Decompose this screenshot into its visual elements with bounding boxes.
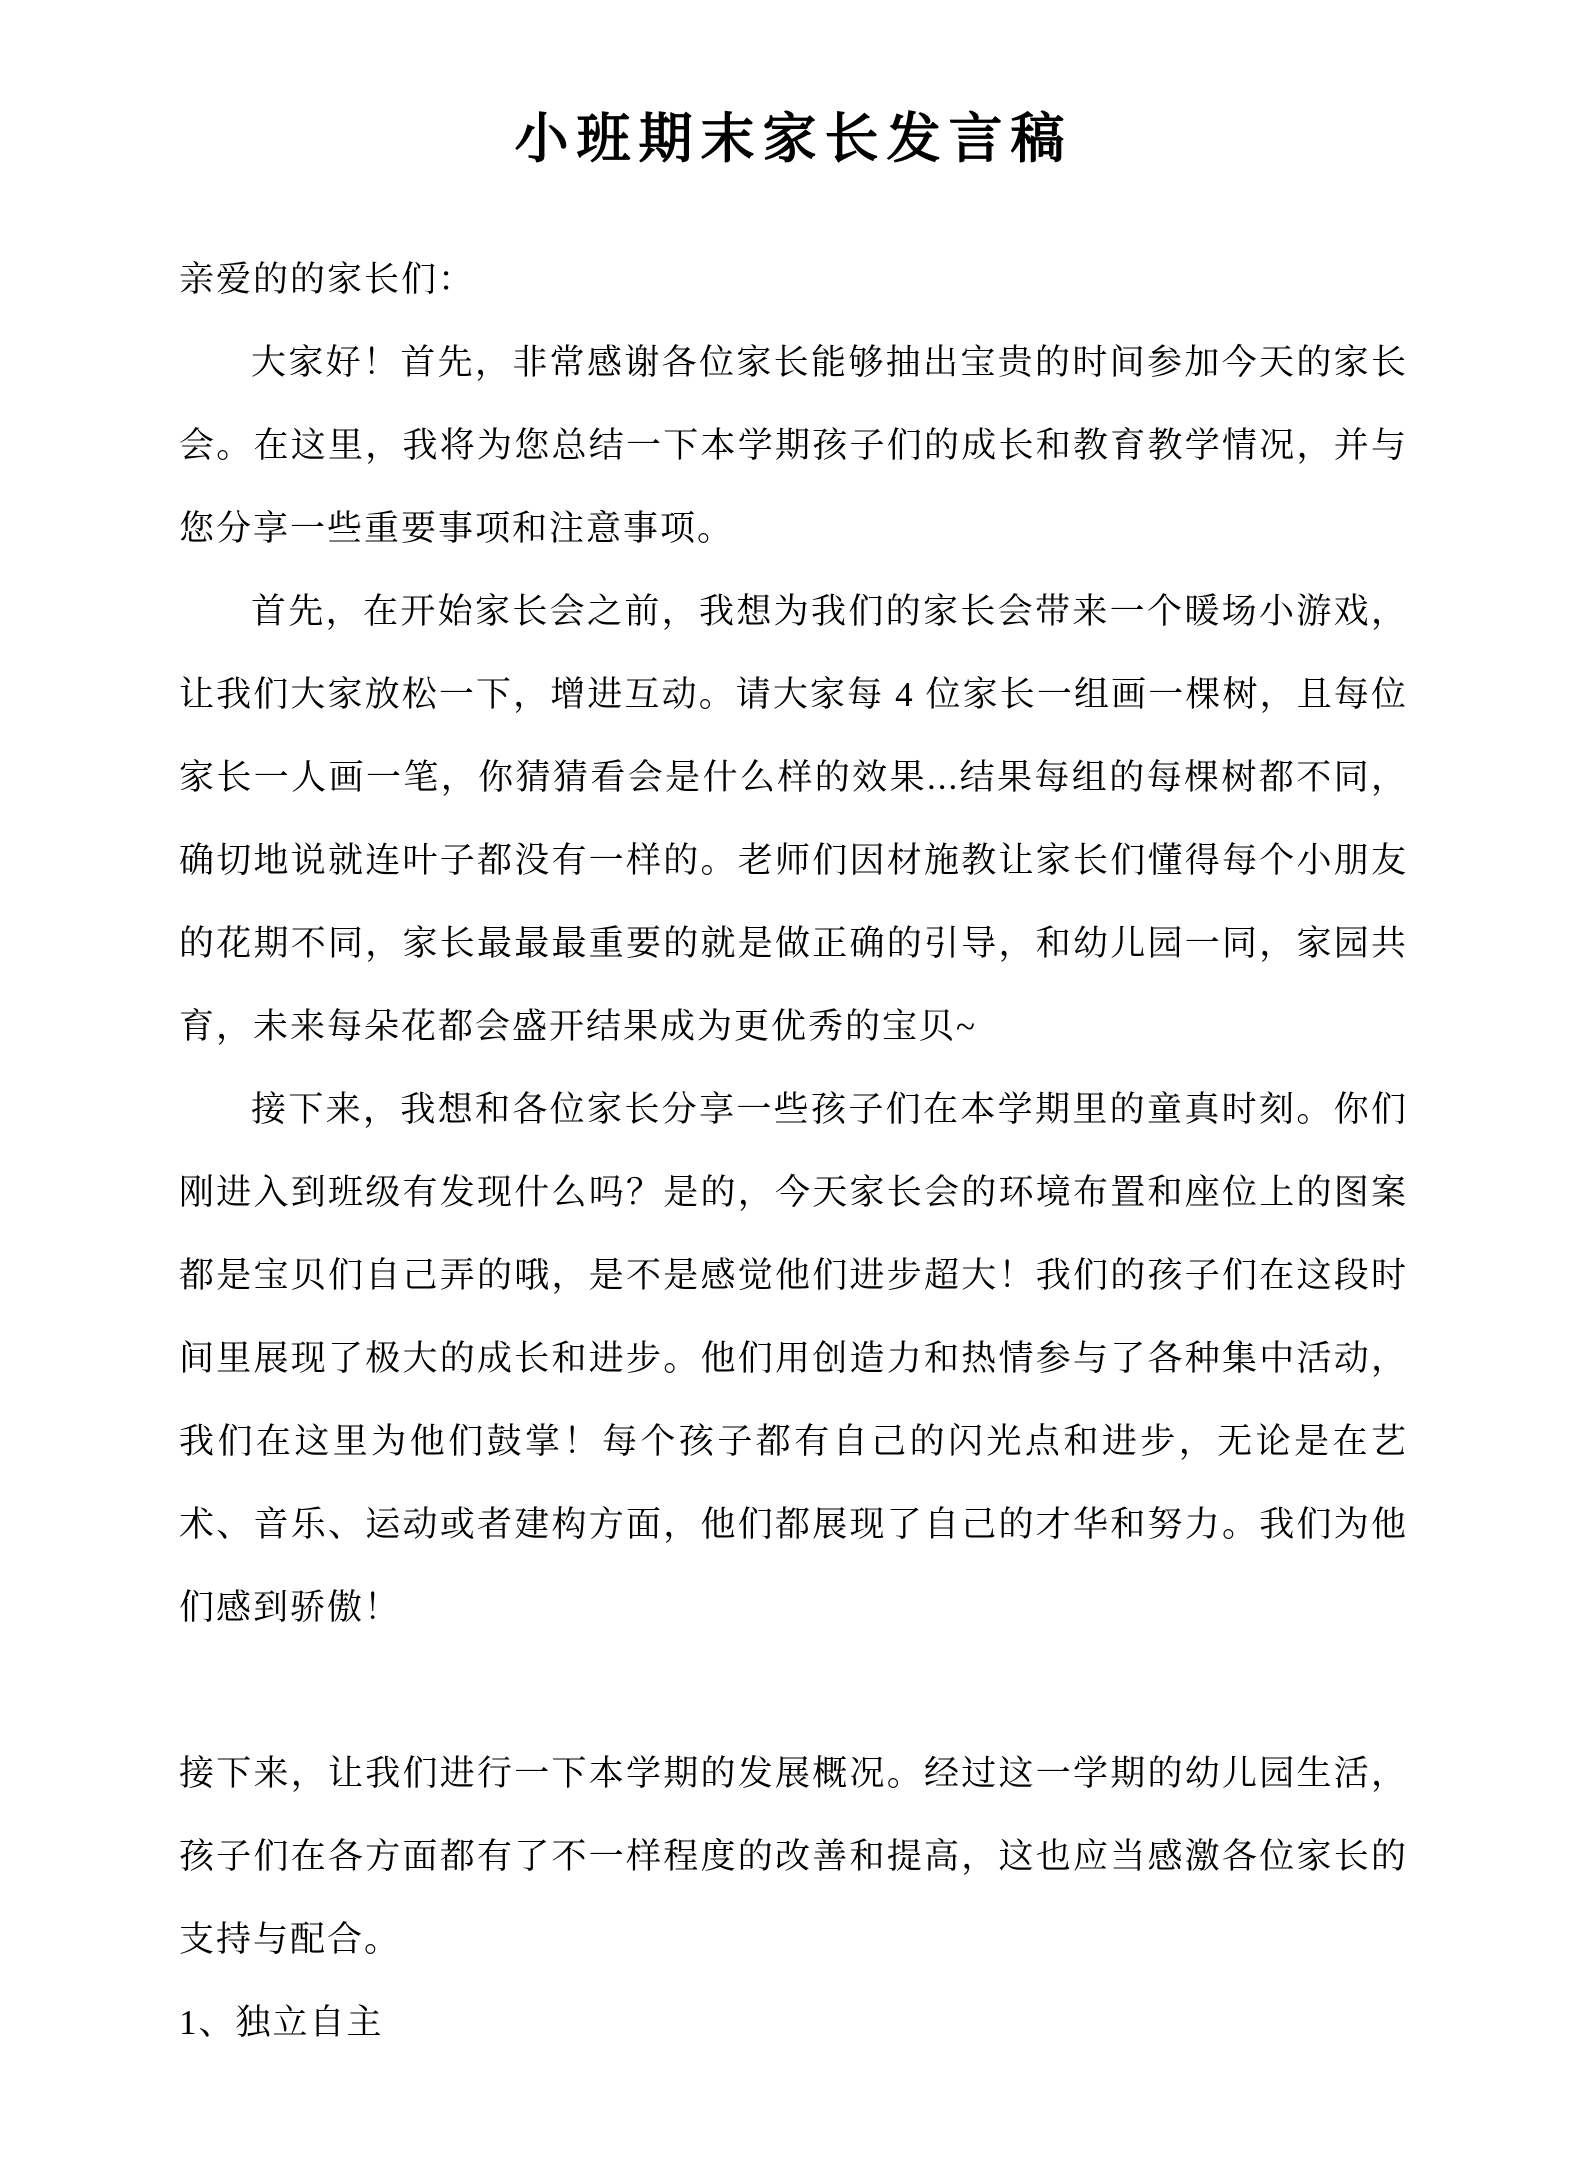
salutation-line: 亲爱的的家长们：: [179, 260, 476, 299]
document-body: [179, 238, 1408, 2064]
greeting-paragraph: 大家好！首先，非常感谢各位家长能够抽出宝贵的时间参加今天的家长会。在这里，我将为您总结一下本学期孩子们的成长和教育教学情况，并与您分享一些重要事项和注意事项。: [179, 343, 1408, 548]
list-item-1-independence: 1、独立自主: [179, 2003, 384, 2042]
document-title: 小班期末家长发言稿: [514, 109, 1073, 169]
children-progress-paragraph: 接下来，我想和各位家长分享一些孩子们在本学期里的童真时刻。你们刚进入到班级有发现什么吗？是的，今天家长会的环境布置和座位上的图案都是宝贝们自己弄的哦，是不是感觉他们进步超大！我们的孩子们在这段时间里展现了极大的成长和进步。他们用创造力和热情参与了各种集中活动，我们在这里为他们鼓掌！每个孩子都有自己的闪光点和进步，无论是在艺术、音乐、运动或者建构方面，他们都展现了自己的才华和努力。我们为他们感到骄傲！: [179, 1090, 1408, 1627]
semester-overview-paragraph: 接下来，让我们进行一下本学期的发展概况。经过这一学期的幼儿园生活，孩子们在各方面都有了不一样程度的改善和提高，这也应当感激各位家长的支持与配合。: [179, 1754, 1408, 1959]
warmup-game-paragraph: 首先，在开始家长会之前，我想为我们的家长会带来一个暖场小游戏，让我们大家放松一下，增进互动。请大家每 4 位家长一组画一棵树，且每位家长一人画一笔，你猜猜看会是什么样的效果...结果每组的每棵树都不同，确切地说就连叶子都没有一样的。老师们因材施教让家长们懂得每个小朋友的花期不同，家长最最最重要的就是做正确的引导，和幼儿园一同，家园共育，未来每朵花都会盛开结果成为更优秀的宝贝~: [179, 592, 1408, 1046]
blank-line: [179, 1649, 1408, 1732]
